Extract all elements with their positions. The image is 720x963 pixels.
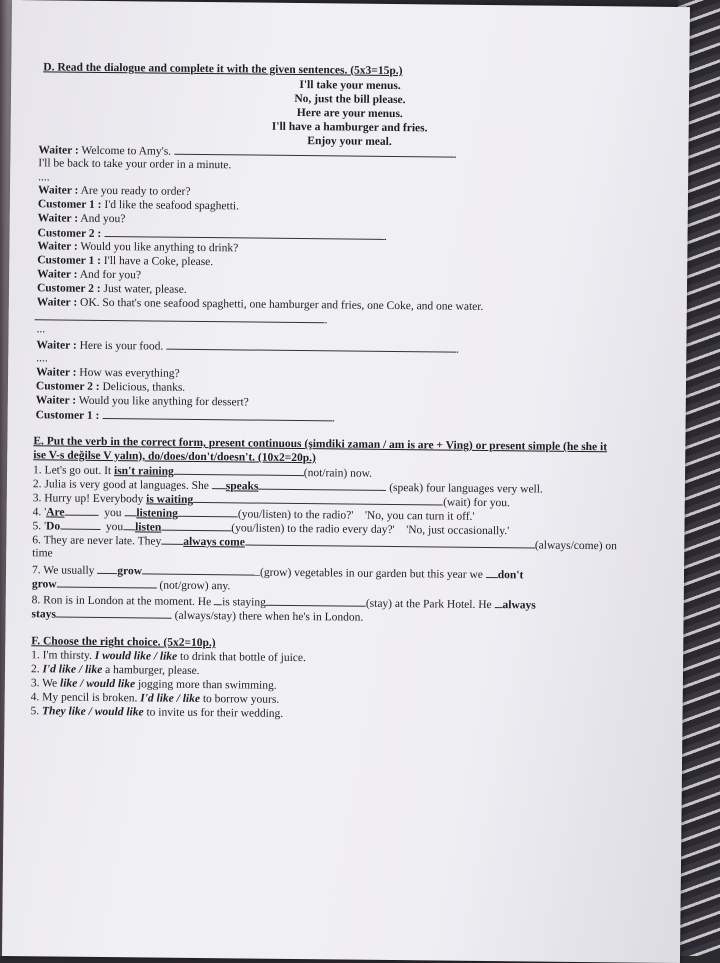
choice-item-1: 1. I'm thirsty. I would like / like to drink that bottle of juice. [31, 649, 306, 665]
choice-options[interactable]: like / would like [60, 677, 136, 691]
choice-item-5: 5. They like / would like to invite us for their wedding. [30, 705, 284, 720]
exercise-item-6-cont: time [32, 547, 53, 560]
option-4: I'll have a hamburger and fries. [271, 120, 428, 135]
dialogue-line: Customer 2 : . [37, 227, 388, 243]
option-5: Enjoy your meal. [307, 135, 392, 148]
exercise-item-1: 1. Let's go out. It isn't raining (not/rain) now. [33, 464, 373, 480]
section-e-heading-2: ise V-s değilse V yalın), do/does/don't/doesn't. (10x2=20p.) [33, 449, 316, 465]
dialogue-line: Waiter : Are you ready to order? [37, 184, 191, 198]
dialogue-line: Waiter : OK. So that's one seafood spaghetti, one hamburger and fries, one Coke, and one water. [36, 296, 484, 313]
answer-blank[interactable] [104, 226, 384, 240]
dialogue-line: . [35, 309, 328, 327]
answer-blank[interactable] [174, 144, 454, 158]
dialogue-line: Customer 2 : Delicious, thanks. [35, 380, 186, 394]
option-1: I'll take your menus. [299, 79, 401, 93]
exercise-item-8-cont: stays (always/stay) there when he's in London. [31, 608, 364, 624]
dialogue-gap: .... [38, 171, 50, 184]
dialogue-line: I'll be back to take your order in a minute. [38, 157, 232, 172]
exercise-item-3: 3. Hurry up! Everybody is waiting (wait) for you. [32, 492, 510, 510]
exercise-item-6: 6. They are never late. They always come (always/come) on [32, 534, 617, 553]
dialogue-line: Waiter : And you? [37, 212, 126, 226]
answer-blank[interactable] [102, 408, 332, 421]
dialogue-line: Customer 1 : I'll have a Coke, please. [37, 254, 214, 269]
dialogue-line: Waiter : Would you like anything to drink? [37, 240, 239, 255]
dialogue-line: Waiter : Welcome to Amy's. . [38, 144, 457, 161]
section-d-heading: D. Read the dialogue and complete it with the given sentences. (5x3=15p.) [43, 61, 403, 78]
choice-item-2: 2. I'd like / like a hamburger, please. [30, 663, 200, 678]
exercise-item-2: 2. Julia is very good at languages. She speaks (speak) four languages very well. [32, 478, 543, 496]
section-e-heading-1: E. Put the verb in the correct form, present continuous (şimdiki zaman / am is are + Ving) or present simple (he she it [33, 435, 608, 454]
choice-item-3: 3. We like / would like jogging more than swimming. [30, 677, 277, 692]
choice-options[interactable]: I'd like / like [42, 663, 103, 676]
dialogue-line: Waiter : And for you? [37, 268, 142, 282]
dialogue-line: Customer 2 : Just water, please. [36, 282, 187, 296]
exercise-item-8: 8. Ron is in London at the moment. He is staying (stay) at the Park Hotel. He always [31, 594, 536, 612]
option-2: No, just the bill please. [294, 92, 406, 107]
choice-options[interactable]: I would like / like [94, 649, 178, 663]
section-f-heading: F. Choose the right choice. (5x2=10p.) [31, 635, 216, 650]
dialogue-line: Waiter : Would you like anything for dessert? [35, 394, 249, 409]
dialogue-line: Waiter : How was everything? [36, 366, 180, 380]
exercise-item-7-cont: grow (not/grow) any. [31, 578, 231, 593]
option-3: Here are your menus. [296, 106, 403, 121]
exercise-item-4: 4. 'Are you listening (you/listen) to the radio?' 'No, you can turn it off.' [32, 506, 475, 523]
dialogue-gap: .... [36, 352, 48, 365]
worksheet-page [2, 0, 690, 963]
choice-options[interactable]: They like / would like [41, 705, 144, 719]
answer-blank[interactable] [35, 309, 325, 323]
choice-options[interactable]: I'd like / like [140, 692, 201, 706]
dialogue-line: Customer 1 : I'd like the seafood spaghetti. [37, 198, 240, 213]
dialogue-line: Waiter : Here is your food. . [36, 339, 460, 356]
dialogue-line: Customer 1 : . [35, 409, 336, 425]
dialogue-gap: ... [36, 323, 46, 336]
answer-blank[interactable] [166, 339, 456, 353]
choice-item-4: 4. My pencil is broken. I'd like / like to borrow yours. [30, 691, 280, 706]
exercise-item-7: 7. We usually grow (grow) vegetables in our garden but this year we don't [31, 564, 524, 582]
exercise-item-5: 5. 'Do you listen (you/listen) to the radio every day?' 'No, just occasionally.' [32, 520, 510, 538]
